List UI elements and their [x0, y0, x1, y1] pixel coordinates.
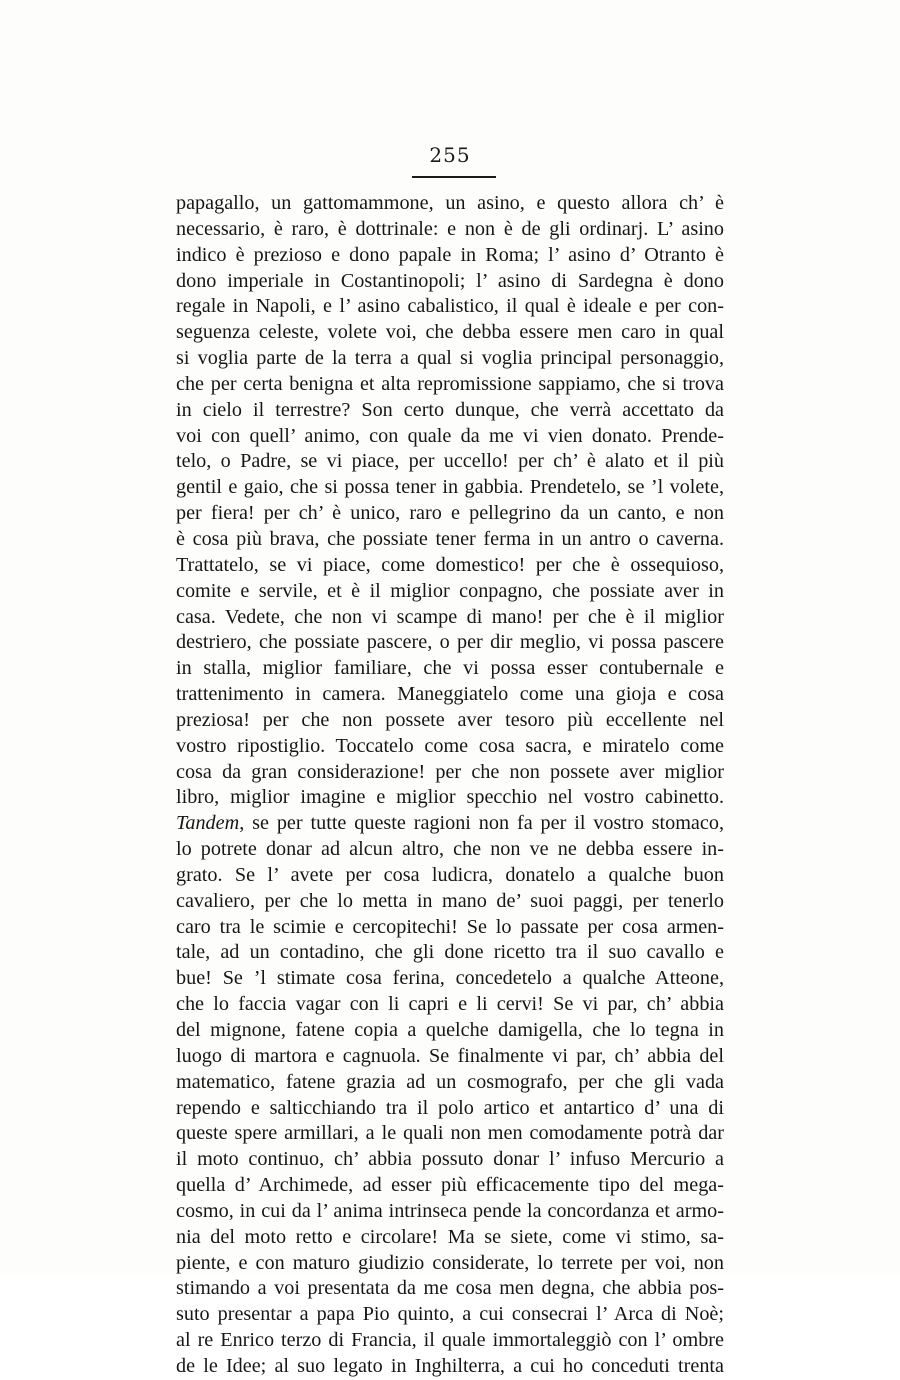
text-line: libro, miglior imagine e miglior specchio nel vostro cabinetto. [176, 786, 724, 809]
text-line: cosmo, in cui da l’ anima intrinseca pende la concordanza et armo- [176, 1199, 724, 1222]
text-line: voi con quell’ animo, con quale da me vi vien donato. Prende- [176, 424, 724, 447]
text-line: cosa da gran considerazione! per che non possete aver miglior [176, 760, 724, 783]
text-line: dono imperiale in Costantinopoli; l’ asino di Sardegna è dono [176, 269, 724, 292]
text-line: quella d’ Archimede, ad esser più efficacemente tipo del mega- [176, 1174, 724, 1197]
text-line: casa. Vedete, che non vi scampe di mano! per che è il miglior [176, 605, 724, 628]
text-line: de le Idee; al suo legato in Inghilterra, a cui ho conceduti trenta [176, 1354, 724, 1377]
text-line: è cosa più brava, che possiate tener ferma in un antro o caverna. [176, 527, 724, 550]
text-line: trattenimento in camera. Maneggiatelo come una gioja e cosa [176, 683, 724, 706]
text-line-italic-start [176, 811, 724, 837]
text-line: telo, o Padre, se vi piace, per uccello! per ch’ è alato et il più [176, 450, 724, 473]
text-line: vostro ripostiglio. Toccatelo come cosa sacra, e miratelo come [176, 734, 724, 757]
text-line: suto presentar a papa Pio quinto, a cui consecrai l’ Arca di Noè; [176, 1303, 724, 1326]
text-line: si voglia parte de la terra a qual si voglia principal personaggio, [176, 347, 724, 370]
text-line: regale in Napoli, e l’ asino cabalistico, il qual è ideale e per con- [176, 295, 724, 318]
text-line: piente, e con maturo giudizio considerate, lo terrete per voi, non [176, 1251, 724, 1274]
text-line: in stalla, miglior familiare, che vi possa esser contubernale e [176, 657, 724, 680]
text-line: per fiera! per ch’ è unico, raro e pellegrino da un canto, e non [176, 502, 724, 525]
text-line: stimando a voi presentata da me cosa men degna, che abbia pos- [176, 1277, 724, 1300]
text-line: cavaliero, per che lo metta in mano de’ suoi paggi, per tenerlo [176, 889, 724, 912]
text-line: gentil e gaio, che si possa tener in gabbia. Prendetelo, se ’l volete, [176, 476, 724, 499]
text-line: lo potrete donar ad alcun altro, che non ve ne debba essere in- [176, 838, 724, 861]
text-line: grato. Se l’ avete per cosa ludicra, donatelo a qualche buon [176, 863, 724, 886]
text-line: nia del moto retto e circolare! Ma se siete, come vi stimo, sa- [176, 1225, 724, 1248]
text-line: in cielo il terrestre? Son certo dunque, che verrà accettato da [176, 398, 724, 421]
text-line: luogo di martora e cagnuola. Se finalmente vi par, ch’ abbia del [176, 1044, 724, 1067]
text-line: preziosa! per che non possete aver tesoro più eccellente nel [176, 708, 724, 731]
text-line: comite e servile, et è il miglior conpagno, che possiate aver in [176, 579, 724, 602]
text-line: rependo e salticchiando tra il polo artico et antartico d’ una di [176, 1096, 724, 1119]
text-line: queste spere armillari, a le quali non men comodamente potrà dar [176, 1122, 724, 1145]
text-line: che per certa benigna et alta repromissione sappiamo, che si trova [176, 372, 724, 395]
header-rule [412, 176, 496, 178]
italic-word: Tandem [176, 812, 240, 835]
text-line: papagallo, un gattomammone, un asino, e questo allora ch’ è [176, 192, 724, 214]
text-line: Trattatelo, se vi piace, come domestico! per che è ossequioso, [176, 553, 724, 576]
text-line: matematico, fatene grazia ad un cosmografo, per che gli vada [176, 1070, 724, 1093]
text-line: tale, ad un contadino, che gli done ricetto tra il suo cavallo e [176, 941, 724, 964]
text-line: che lo faccia vagar con li capri e li cervi! Se vi par, ch’ abbia [176, 993, 724, 1016]
text-line: seguenza celeste, volete voi, che debba essere men caro in qual [176, 321, 724, 344]
text-line: necessario, è raro, è dottrinale: e non è de gli ordinarj. L’ asino [176, 217, 724, 240]
text-line: al re Enrico terzo di Francia, il quale immortaleggiò con l’ ombre [176, 1329, 724, 1352]
text-line: del mignone, fatene copia a quelche damigella, che lo tegna in [176, 1019, 724, 1041]
text-line: indico è prezioso e dono papale in Roma; l’ asino d’ Otranto è [176, 243, 724, 266]
text-line: destriero, che possiate pascere, o per dir meglio, vi possa pascere [176, 631, 724, 654]
text-line: bue! Se ’l stimate cosa ferina, concedetelo a qualche Atteone, [176, 967, 724, 990]
text-line-rest: , se per tutte queste ragioni non fa per il vostro stomaco, [239, 812, 724, 835]
text-line: il moto continuo, ch’ abbia possuto donar l’ infuso Mercurio a [176, 1148, 724, 1171]
text-line: caro tra le scimie e cercopitechi! Se lo passate per cosa armen- [176, 915, 724, 938]
body-text [176, 191, 724, 1380]
page-number: 255 [429, 143, 471, 167]
